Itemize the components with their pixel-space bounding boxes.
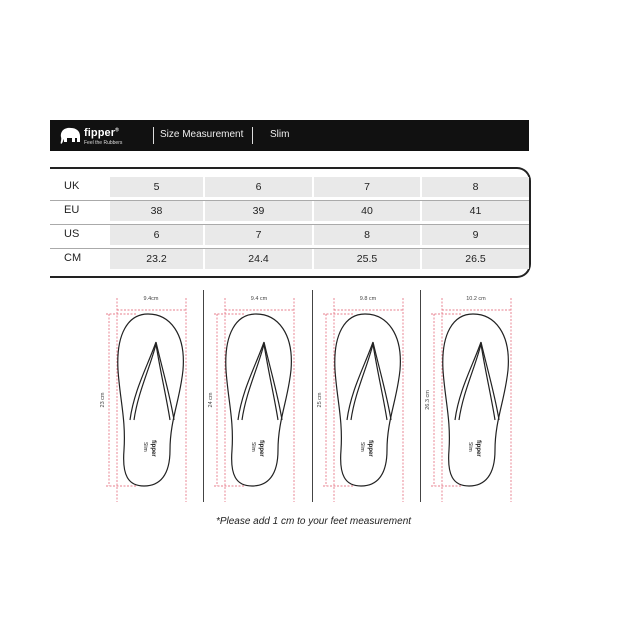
table-cell: 25.5	[314, 249, 420, 269]
table-cell: 40	[314, 201, 420, 221]
elephant-icon	[58, 125, 82, 147]
table-cell: 6	[110, 225, 203, 245]
table-cell: 23.2	[110, 249, 203, 269]
panel-divider	[312, 290, 313, 502]
header-divider	[153, 127, 154, 144]
sole-brand: fipper	[367, 440, 373, 457]
length-label: 25 cm	[317, 392, 323, 408]
row-label: CM	[64, 252, 82, 264]
width-label: 9.8 cm	[359, 296, 377, 302]
sandal-diagram	[208, 290, 308, 502]
panel-divider	[420, 290, 421, 502]
sole-variant: Slim	[250, 442, 256, 452]
width-label: 10.2 cm	[466, 296, 486, 302]
table-cell: 7	[314, 177, 420, 197]
sandal-diagram	[425, 290, 525, 502]
sole-variant: Slim	[142, 442, 148, 452]
length-label: 26.3 cm	[425, 390, 431, 410]
row-label: EU	[64, 204, 80, 216]
sandal-diagram	[317, 290, 417, 502]
header-title: Size Measurement	[160, 129, 244, 140]
sole-variant: Slim	[467, 442, 473, 452]
brand-tagline: Feel the Rubbers	[84, 140, 123, 146]
sole-brand: fipper	[475, 440, 481, 457]
sole-variant: Slim	[359, 442, 365, 452]
header-bar	[50, 120, 529, 151]
length-label: 24 cm	[208, 392, 214, 408]
row-label: US	[64, 228, 80, 240]
table-cell: 38	[110, 201, 203, 221]
sole-brand: fipper	[258, 440, 264, 457]
sandal-diagram	[100, 290, 200, 502]
table-cell: 6	[205, 177, 312, 197]
logo	[58, 124, 138, 148]
table-row	[50, 249, 529, 269]
table-row	[50, 225, 529, 245]
row-label: UK	[64, 180, 80, 192]
size-table	[50, 167, 531, 278]
brand-name: fipper®	[84, 127, 119, 139]
table-cell: 9	[422, 225, 529, 245]
header-variant: Slim	[270, 129, 290, 140]
table-row	[50, 201, 529, 221]
header-divider	[252, 127, 253, 144]
panel-divider	[203, 290, 204, 502]
table-cell: 39	[205, 201, 312, 221]
table-cell: 5	[110, 177, 203, 197]
table-cell: 24.4	[205, 249, 312, 269]
width-label: 9.4 cm	[250, 296, 268, 302]
width-label: 9.4cm	[143, 296, 159, 302]
length-label: 23 cm	[100, 392, 106, 408]
sole-brand: fipper	[150, 440, 156, 457]
table-cell: 41	[422, 201, 529, 221]
footnote: *Please add 1 cm to your feet measurement	[215, 516, 412, 527]
table-cell: 26.5	[422, 249, 529, 269]
table-cell: 8	[314, 225, 420, 245]
table-row	[50, 177, 529, 197]
table-cell: 8	[422, 177, 529, 197]
table-cell: 7	[205, 225, 312, 245]
